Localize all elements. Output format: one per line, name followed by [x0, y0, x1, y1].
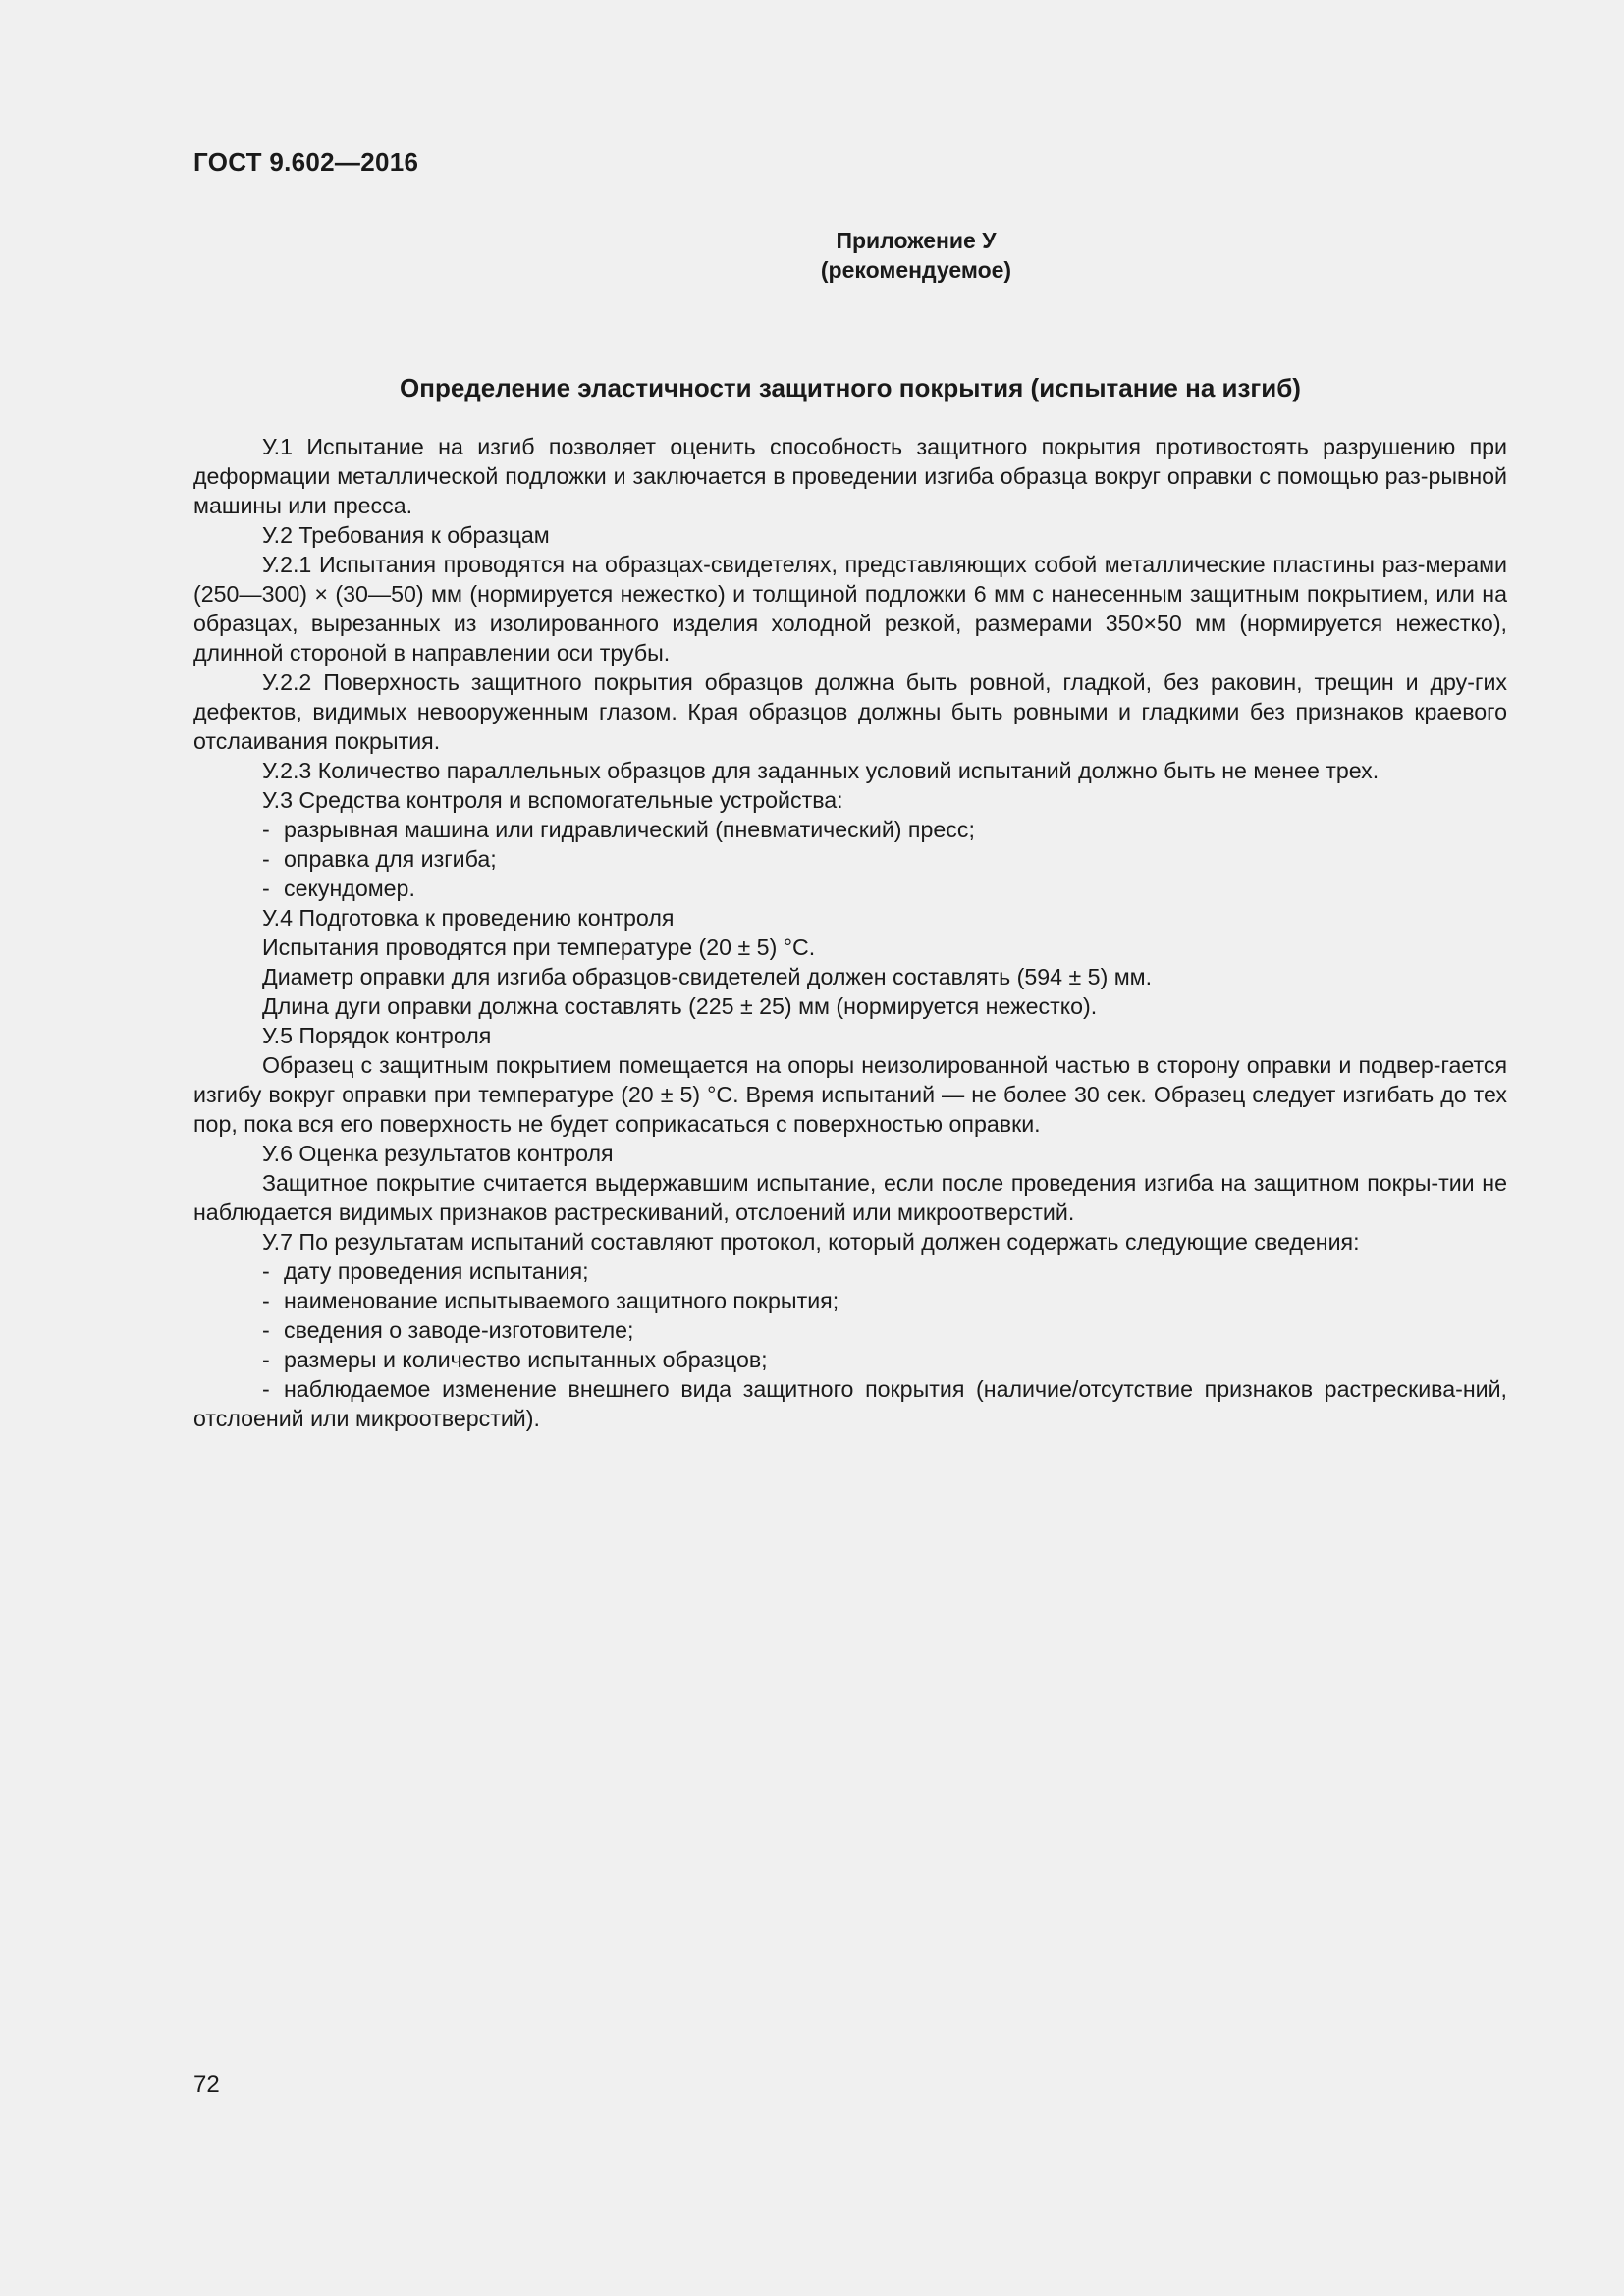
paragraph-evaluation: Защитное покрытие считается выдержавшим испытание, если после проведения изгиба на защитном покры-тии не наблюдается видимых признаков растрескиваний, отслоений или микроотверстий. — [193, 1170, 1507, 1225]
paragraph-u2-1: У.2.1 Испытания проводятся на образцах-свидетелях, представляющих собой металлические пластины раз-мерами (250—300) × (30—50) мм (нормируется нежестко) и толщиной подложки 6 мм с нанесенным защитным покрытием, или на образцах, вырезанных из изолированного изделия холодной резкой, размерами 350×50 мм (нормируется нежестко), длинной стороной в направлении оси трубы. — [193, 552, 1507, 666]
list-marker: - — [262, 1317, 270, 1343]
page-number: 72 — [193, 2071, 220, 2098]
list-marker: - — [262, 1347, 270, 1372]
paragraph-u2-3: У.2.3 Количество параллельных образцов для заданных условий испытаний должно быть не менее трех. — [262, 758, 1380, 783]
list-item — [193, 1374, 1507, 1433]
list-item-text: наблюдаемое изменение внешнего вида защитного покрытия (наличие/отсутствие признаков растрескива-ний, отслоений или микроотверстий). — [193, 1376, 1507, 1431]
document-code: ГОСТ 9.602—2016 — [193, 147, 419, 177]
list-item-text: оправка для изгиба; — [284, 846, 497, 872]
annex-heading — [0, 226, 1624, 285]
paragraph-procedure: Образец с защитным покрытием помещается на опоры неизолированной частью в сторону оправки и подвер-гается изгибу вокруг оправки при температуре (20 ± 5) °С. Время испытаний — не более 30 сек. Образец следует изгибать до тех пор, пока вся его поверхность не будет соприкасаться с поверхностью оправки. — [193, 1052, 1507, 1137]
list-item — [193, 815, 1507, 844]
paragraph-u6: У.6 Оценка результатов контроля — [262, 1141, 614, 1166]
list-marker: - — [262, 1288, 270, 1313]
paragraph-u1: У.1 Испытание на изгиб позволяет оценить способность защитного покрытия противостоять разрушению при деформации металлической подложки и заключается в проведении изгиба образца вокруг оправки с помощью раз-рывной машины или пресса. — [193, 434, 1507, 518]
list-item — [193, 1256, 1507, 1286]
paragraph-u2-2: У.2.2 Поверхность защитного покрытия образцов должна быть ровной, гладкой, без раковин, трещин и дру-гих дефектов, видимых невооруженным глазом. Края образцов должны быть ровными и гладкими без признаков краевого отслаивания покрытия. — [193, 669, 1507, 754]
list-item — [193, 1345, 1507, 1374]
list-item-text: наименование испытываемого защитного покрытия; — [284, 1288, 839, 1313]
annex-status: (рекомендуемое) — [820, 257, 1012, 283]
paragraph-u2: У.2 Требования к образцам — [262, 522, 550, 548]
annex-title: Приложение У — [836, 228, 997, 253]
paragraph-mandrel-diameter: Диаметр оправки для изгиба образцов-свидетелей должен составлять (594 ± 5) мм. — [262, 964, 1153, 989]
document-body — [193, 432, 1507, 1433]
list-item — [193, 874, 1507, 903]
paragraph-u3: У.3 Средства контроля и вспомогательные устройства: — [262, 787, 843, 813]
list-marker: - — [262, 1376, 270, 1402]
list-item — [193, 1315, 1507, 1345]
list-item-text: сведения о заводе-изготовителе; — [284, 1317, 634, 1343]
paragraph-u4: У.4 Подготовка к проведению контроля — [262, 905, 675, 931]
list-item — [193, 844, 1507, 874]
list-item-text: секундомер. — [284, 876, 415, 901]
list-marker: - — [262, 1258, 270, 1284]
list-marker: - — [262, 876, 270, 901]
section-title: Определение эластичности защитного покрытия (испытание на изгиб) — [400, 373, 1301, 402]
list-item — [193, 1286, 1507, 1315]
list-marker: - — [262, 846, 270, 872]
paragraph-temperature: Испытания проводятся при температуре (20 ± 5) °С. — [262, 934, 816, 960]
paragraph-arc-length: Длина дуги оправки должна составлять (225 ± 25) мм (нормируется нежестко). — [262, 993, 1098, 1019]
paragraph-u7: У.7 По результатам испытаний составляют протокол, который должен содержать следующие сведения: — [262, 1229, 1360, 1255]
paragraph-u5: У.5 Порядок контроля — [262, 1023, 492, 1048]
list-marker: - — [262, 817, 270, 842]
list-item-text: дату проведения испытания; — [284, 1258, 589, 1284]
list-item-text: разрывная машина или гидравлический (пневматический) пресс; — [284, 817, 975, 842]
list-item-text: размеры и количество испытанных образцов; — [284, 1347, 768, 1372]
